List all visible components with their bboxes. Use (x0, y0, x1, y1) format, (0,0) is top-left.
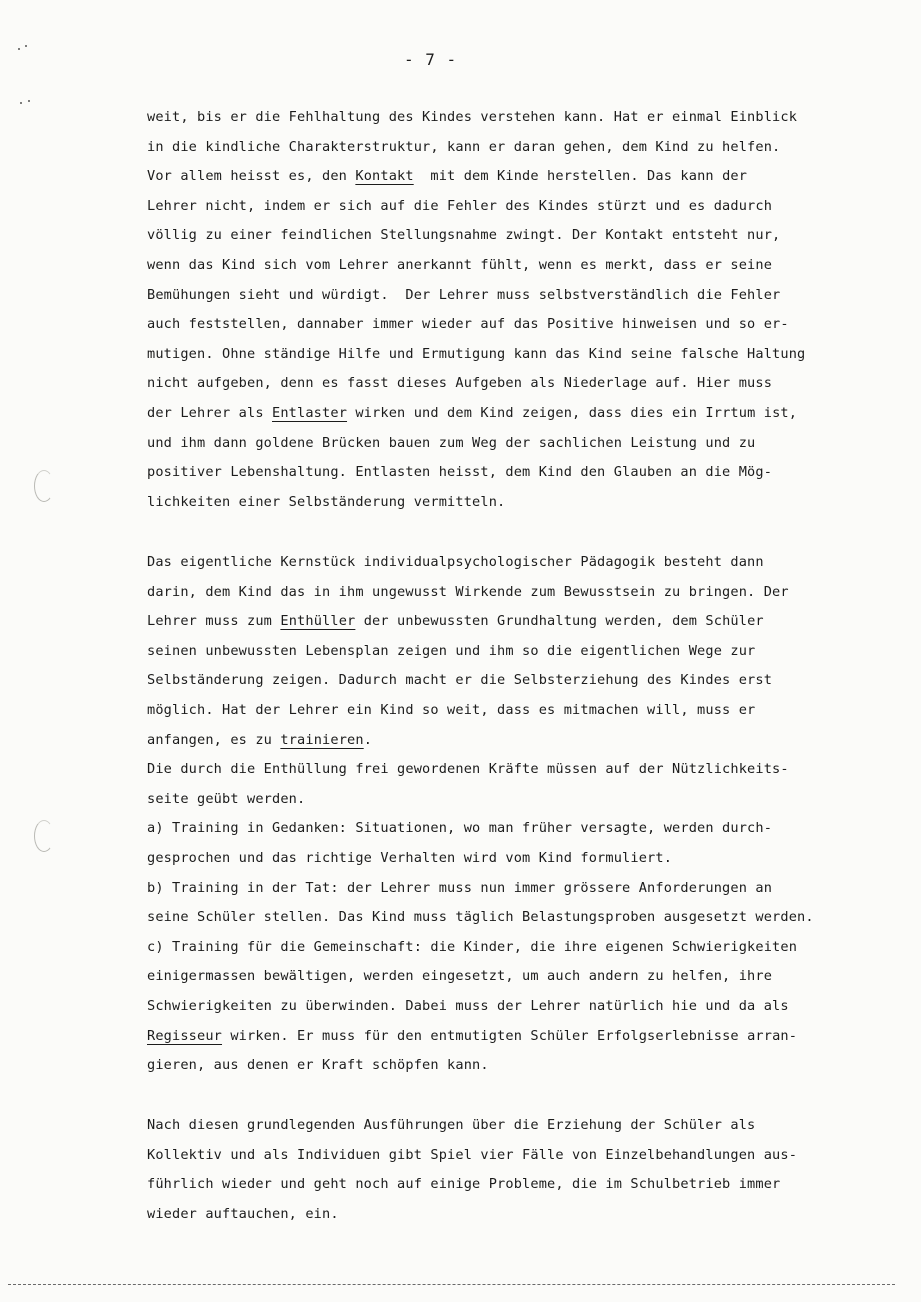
paper-specks (16, 42, 34, 112)
text-line (147, 429, 877, 459)
text-line (147, 369, 877, 399)
text-line (147, 1051, 877, 1081)
text-line (147, 133, 877, 163)
text-segment: Selbständerung zeigen. Dadurch macht er die Selbsterziehung des Kindes erst (147, 672, 773, 689)
text-segment: c) Training für die Gemeinschaft: die Kinder, die ihre eigenen Schwierigkeiten (147, 938, 798, 955)
text-segment: gesprochen und das richtige Verhalten wird vom Kind formuliert. (147, 849, 673, 866)
text-line (147, 192, 877, 222)
text-line (147, 607, 877, 637)
text-line (147, 103, 877, 133)
punch-hole-mark (34, 470, 54, 502)
text-line (147, 1170, 877, 1200)
text-segment: . (363, 731, 373, 748)
text-segment: nicht aufgeben, denn es fasst dieses Aufgeben als Niederlage auf. Hier muss (147, 375, 773, 392)
text-line (147, 1111, 877, 1141)
text-line (147, 666, 877, 696)
page-number: - 7 - (404, 50, 458, 69)
text-segment: positiver Lebenshaltung. Entlasten heisst, dem Kind den Glauben an die Mög- (147, 464, 773, 481)
text-line (147, 488, 877, 518)
underlined-term: Enthüller (280, 613, 356, 630)
text-line (147, 844, 877, 874)
text-segment: weit, bis er die Fehlhaltung des Kindes verstehen kann. Hat er einmal Einblick (147, 109, 798, 125)
text-line (147, 251, 877, 281)
text-segment: und ihm dann goldene Brücken bauen zum Weg der sachlichen Leistung und zu (147, 434, 756, 451)
paragraph-2 (147, 548, 877, 1081)
text-line (147, 458, 877, 488)
text-segment: wieder auftauchen, ein. (147, 1205, 339, 1222)
text-segment: Kollektiv und als Individuen gibt Spiel vier Fälle von Einzelbehandlungen aus- (147, 1146, 798, 1163)
underlined-term: Kontakt (355, 168, 414, 185)
text-line (147, 696, 877, 726)
text-line (147, 1022, 877, 1052)
text-segment: seinen unbewussten Lebensplan zeigen und ihm so die eigentlichen Wege zur (147, 642, 756, 659)
underlined-term: Regisseur (147, 1027, 223, 1044)
text-line (147, 785, 877, 815)
text-line (147, 310, 877, 340)
text-line (147, 548, 877, 578)
text-segment: lichkeiten einer Selbständerung vermitteln. (147, 493, 506, 510)
paragraph-1 (147, 103, 877, 517)
underlined-term: trainieren (280, 731, 364, 748)
text-segment: führlich wieder und geht noch auf einige Probleme, die im Schulbetrieb immer (147, 1176, 781, 1193)
bottom-rule (8, 1284, 895, 1285)
text-segment: einigermassen bewältigen, werden eingesetzt, um auch andern zu helfen, ihre (147, 968, 773, 985)
text-segment: mutigen. Ohne ständige Hilfe und Ermutigung kann das Kind seine falsche Haltung (147, 345, 806, 362)
punch-hole-mark (34, 820, 54, 852)
text-segment: mit dem Kinde herstellen. Das kann der (413, 168, 748, 185)
paragraph-3 (147, 1111, 877, 1229)
text-segment: möglich. Hat der Lehrer ein Kind so weit, dass es mitmachen will, muss er (147, 701, 756, 718)
text-line (147, 933, 877, 963)
text-segment: Schwierigkeiten zu überwinden. Dabei muss der Lehrer natürlich hie und da als (147, 997, 789, 1014)
text-segment: b) Training in der Tat: der Lehrer muss nun immer grössere Anforderungen an (147, 879, 773, 896)
text-segment: wirken und dem Kind zeigen, dass dies ein Irrtum ist, (347, 404, 798, 421)
text-segment: wenn das Kind sich vom Lehrer anerkannt fühlt, wenn es merkt, dass er seine (147, 256, 773, 273)
text-segment: auch feststellen, dannaber immer wieder auf das Positive hinweisen und so er- (147, 316, 789, 333)
text-segment: Lehrer nicht, indem er sich auf die Fehler des Kindes stürzt und es dadurch (147, 197, 773, 214)
text-segment: gieren, aus denen er Kraft schöpfen kann. (147, 1057, 489, 1074)
text-segment: Vor allem heisst es, den (147, 168, 356, 185)
text-segment: a) Training in Gedanken: Situationen, wo man früher versagte, werden durch- (147, 820, 773, 837)
underlined-term: Entlaster (272, 404, 348, 421)
text-segment: darin, dem Kind das in ihm ungewusst Wirkende zum Bewusstsein zu bringen. Der (147, 583, 789, 600)
text-segment: Lehrer muss zum (147, 613, 281, 630)
text-segment: seine Schüler stellen. Das Kind muss täglich Belastungsproben ausgesetzt werden. (147, 909, 814, 926)
text-segment: der unbewussten Grundhaltung werden, dem Schüler (355, 613, 764, 630)
text-line (147, 814, 877, 844)
text-line (147, 281, 877, 311)
text-line (147, 992, 877, 1022)
text-segment: Bemühungen sieht und würdigt. Der Lehrer muss selbstverständlich die Fehler (147, 286, 781, 303)
text-line (147, 578, 877, 608)
text-segment: Nach diesen grundlegenden Ausführungen über die Erziehung der Schüler als (147, 1117, 756, 1133)
text-segment: seite geübt werden. (147, 790, 306, 807)
text-line (147, 755, 877, 785)
text-line (147, 1200, 877, 1230)
text-segment: Die durch die Enthüllung frei gewordenen Kräfte müssen auf der Nützlichkeits- (147, 761, 789, 778)
text-segment: Das eigentliche Kernstück individualpsychologischer Pädagogik besteht dann (147, 554, 764, 570)
text-line (147, 399, 877, 429)
text-line (147, 962, 877, 992)
text-line (147, 903, 877, 933)
text-segment: anfangen, es zu (147, 731, 281, 748)
text-line (147, 874, 877, 904)
text-segment: der Lehrer als (147, 404, 273, 421)
text-line (147, 221, 877, 251)
text-segment: in die kindliche Charakterstruktur, kann er daran gehen, dem Kind zu helfen. (147, 138, 781, 155)
text-line (147, 162, 877, 192)
text-line (147, 340, 877, 370)
text-segment: wirken. Er muss für den entmutigten Schüler Erfolgserlebnisse arran- (222, 1027, 798, 1044)
text-line (147, 726, 877, 756)
text-line (147, 637, 877, 667)
text-segment: völlig zu einer feindlichen Stellungsnahme zwingt. Der Kontakt entsteht nur, (147, 227, 781, 244)
text-line (147, 1141, 877, 1171)
